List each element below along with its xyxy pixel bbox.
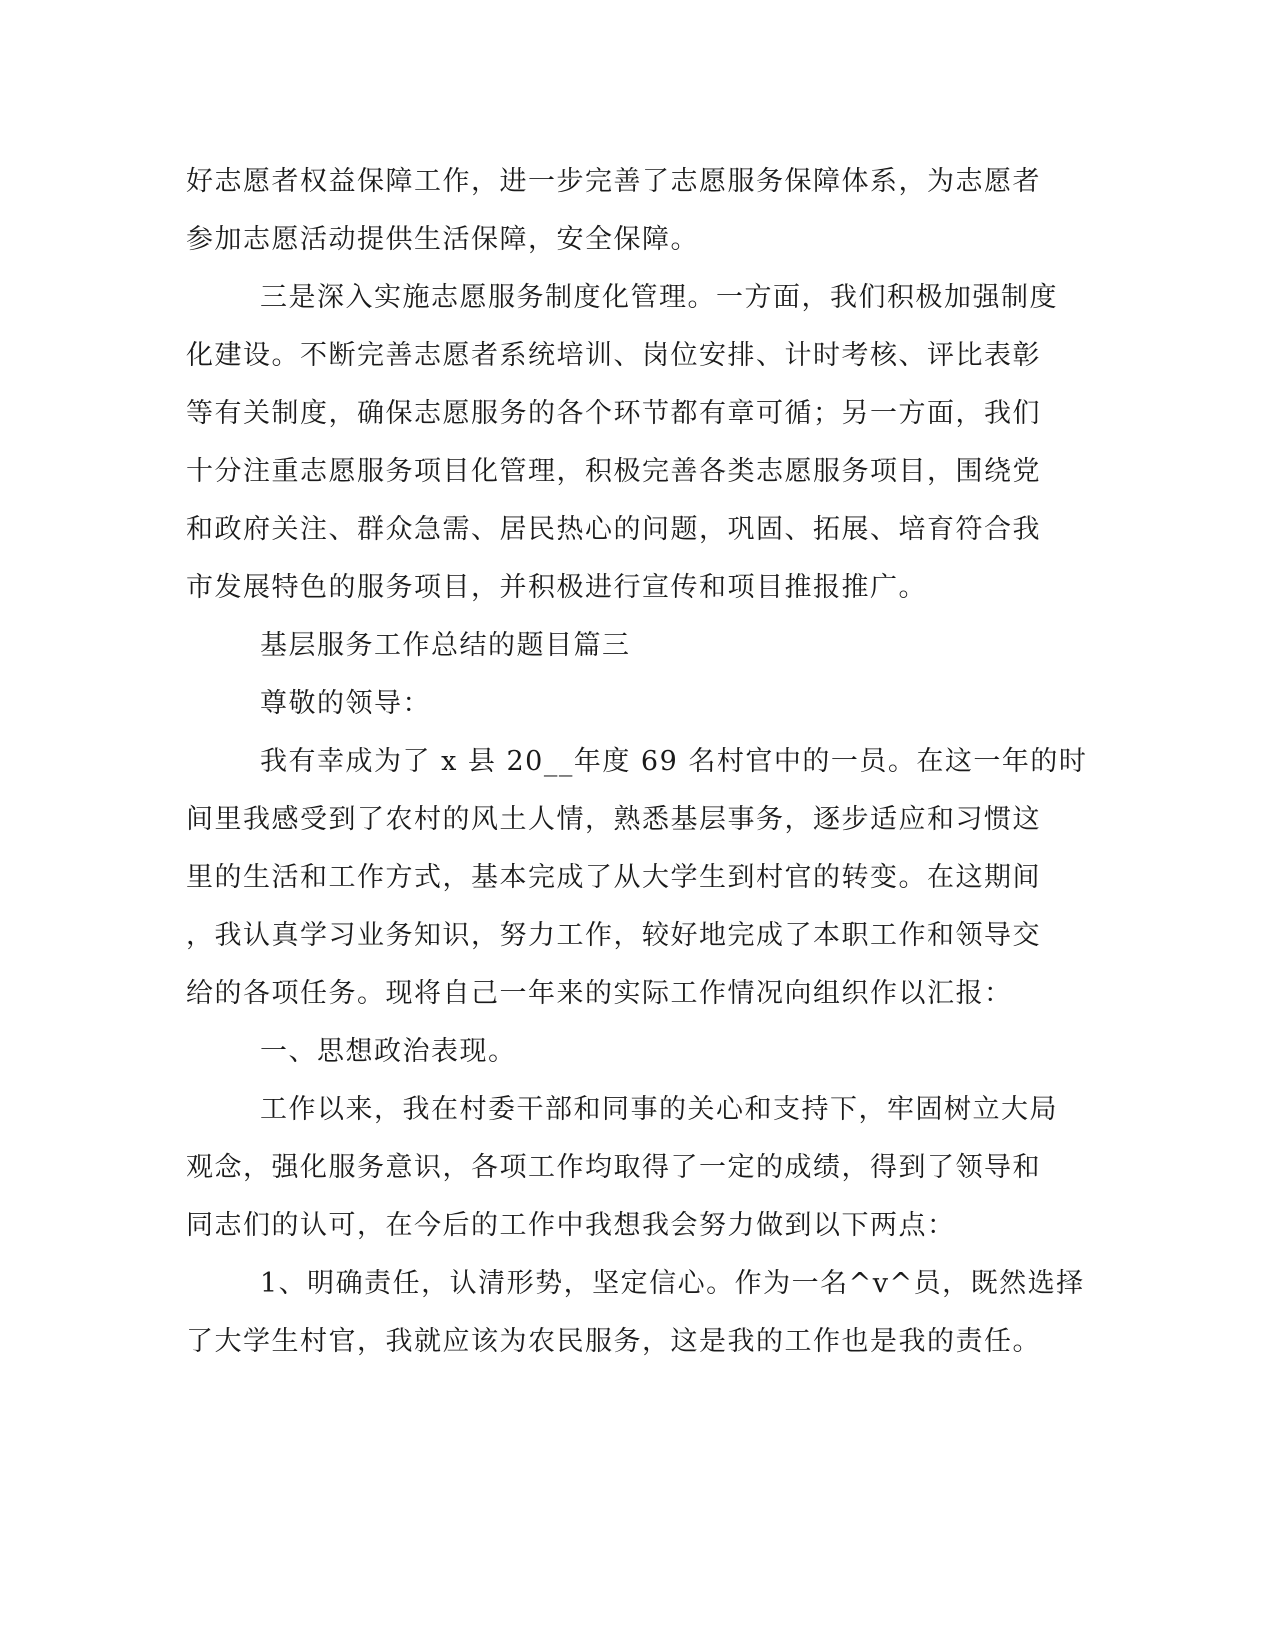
paragraph-line: 间里我感受到了农村的风土人情，熟悉基层事务，逐步适应和习惯这: [186, 804, 1041, 835]
paragraph-line: 我有幸成为了 x 县 20__年度 69 名村官中的一员。在这一年的时: [260, 746, 1088, 777]
paragraph-line: 好志愿者权益保障工作，进一步完善了志愿服务保障体系，为志愿者: [186, 166, 1041, 197]
paragraph-line: 里的生活和工作方式，基本完成了从大学生到村官的转变。在这期间: [186, 862, 1041, 893]
paragraph-line: 参加志愿活动提供生活保障，安全保障。: [186, 224, 699, 255]
paragraph-line: 给的各项任务。现将自己一年来的实际工作情况向组织作以汇报：: [186, 978, 1013, 1009]
section-subheading: 一、思想政治表现。: [260, 1036, 517, 1067]
paragraph-line: ，我认真学习业务知识，努力工作，较好地完成了本职工作和领导交: [186, 920, 1041, 951]
section-heading: 基层服务工作总结的题目篇三: [260, 630, 631, 661]
paragraph-line: 化建设。不断完善志愿者系统培训、岗位安排、计时考核、评比表彰: [186, 340, 1041, 371]
paragraph-line: 同志们的认可，在今后的工作中我想我会努力做到以下两点：: [186, 1210, 956, 1241]
paragraph-line: 三是深入实施志愿服务制度化管理。一方面，我们积极加强制度: [260, 282, 1058, 313]
paragraph-line: 等有关制度，确保志愿服务的各个环节都有章可循；另一方面，我们: [186, 398, 1041, 429]
paragraph-line: 观念，强化服务意识，各项工作均取得了一定的成绩，得到了领导和: [186, 1152, 1041, 1183]
paragraph-line: 工作以来，我在村委干部和同事的关心和支持下，牢固树立大局: [260, 1094, 1058, 1125]
salutation: 尊敬的领导：: [260, 688, 431, 719]
paragraph-line: 和政府关注、群众急需、居民热心的问题，巩固、拓展、培育符合我: [186, 514, 1041, 545]
paragraph-line: 十分注重志愿服务项目化管理，积极完善各类志愿服务项目，围绕党: [186, 456, 1041, 487]
paragraph-line: 市发展特色的服务项目，并积极进行宣传和项目推报推广。: [186, 572, 927, 603]
paragraph-line: 1、明确责任，认清形势，坚定信心。作为一名^v^员，既然选择: [260, 1268, 1085, 1299]
paragraph-line: 了大学生村官，我就应该为农民服务，这是我的工作也是我的责任。: [186, 1326, 1041, 1357]
